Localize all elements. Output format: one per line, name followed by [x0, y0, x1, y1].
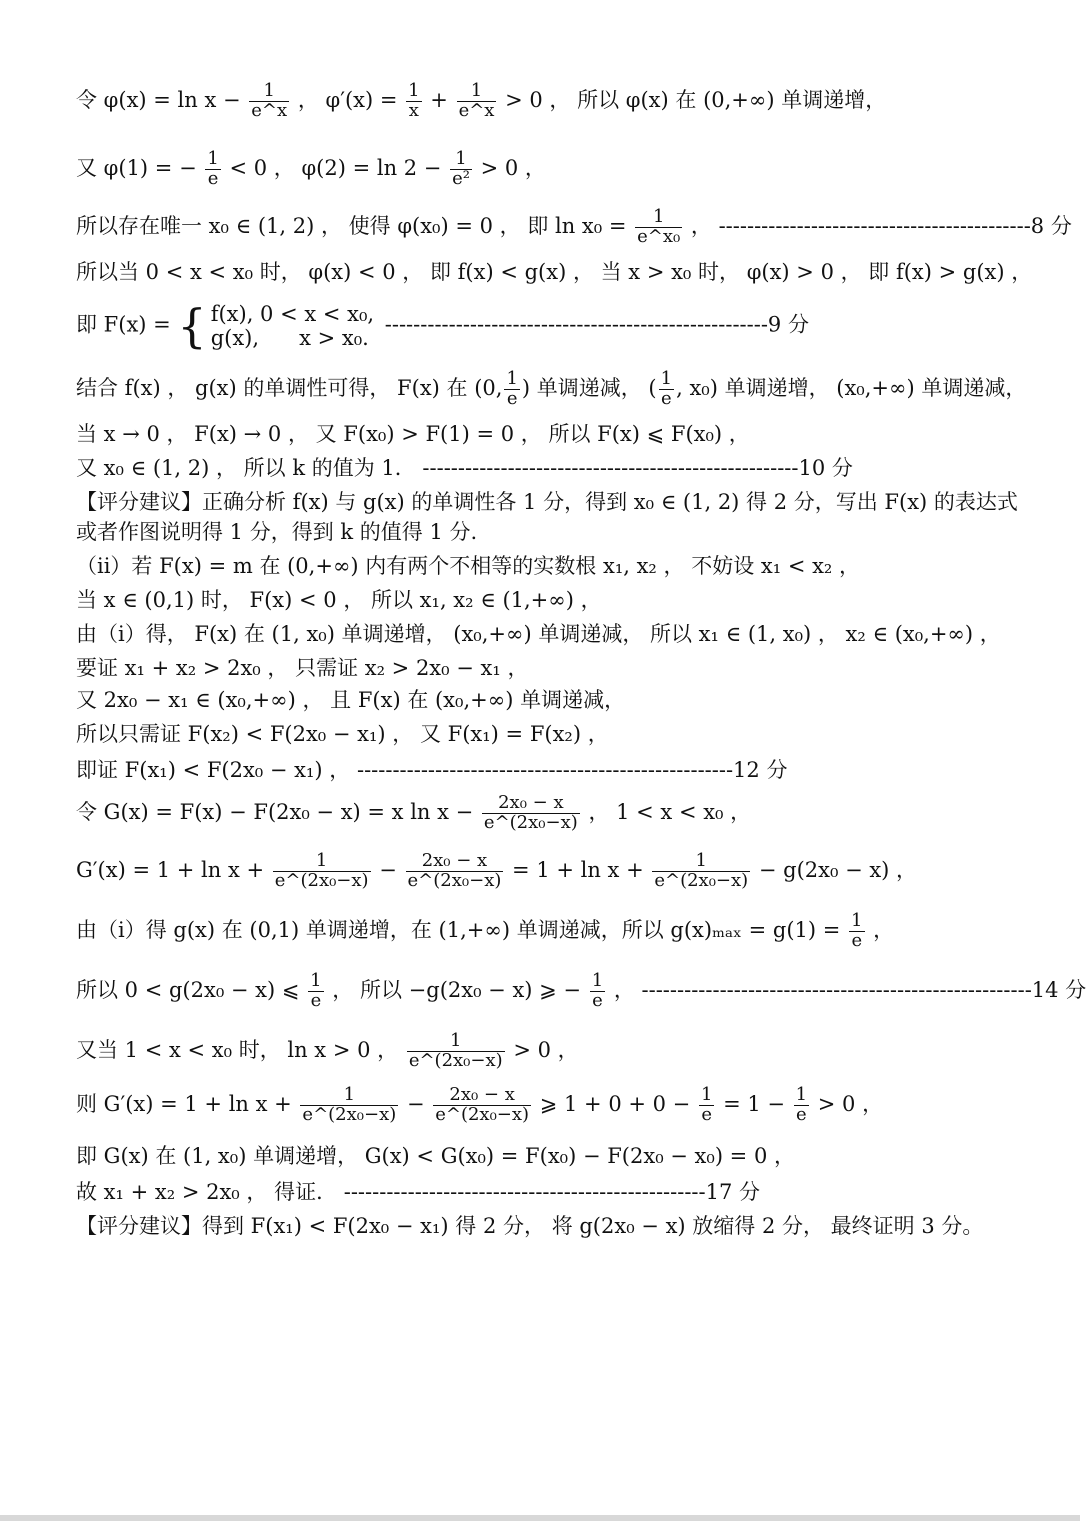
left-brace-icon: {	[177, 299, 207, 354]
fraction	[635, 208, 682, 247]
text-segment: −	[372, 857, 404, 882]
piecewise-case: f(x), 0 < x < x₀,	[210, 302, 375, 326]
line-20	[76, 912, 1006, 951]
fraction	[406, 82, 421, 121]
text-segment: 故 x₁ + x₂ > 2x₀ ， 得证． ---------------------------------------------------17 分	[76, 1180, 761, 1204]
fraction	[249, 82, 289, 121]
fraction-numerator: 1	[506, 368, 518, 389]
line-25	[76, 1178, 1006, 1206]
text-segment: > 0 ， 所以 φ(x) 在 (0,+∞) 单调递增，	[498, 87, 887, 112]
text-segment: > 0 ，	[506, 1037, 579, 1062]
text-segment: = 1 + ln x +	[505, 857, 651, 882]
text-segment: ， 1 < x < x₀ ，	[581, 799, 752, 824]
fraction-numerator: 1	[310, 970, 322, 991]
line-3	[76, 206, 1072, 247]
fraction-numerator: 1	[450, 150, 472, 170]
fraction-numerator: 1	[700, 1084, 713, 1105]
fraction-denominator: e^x	[458, 99, 495, 121]
fraction-denominator: e^(2x₀−x)	[407, 869, 502, 891]
line-22	[76, 1032, 1006, 1071]
text-segment: ) 单调递减， (	[521, 375, 657, 400]
fraction	[308, 972, 323, 1011]
line-11	[76, 552, 1006, 580]
fraction	[450, 150, 472, 189]
fraction	[433, 1086, 531, 1125]
fraction-denominator: e^x₀	[637, 225, 681, 247]
line-12	[76, 586, 1006, 614]
piecewise-cases	[211, 302, 374, 350]
fraction-denominator: e^(2x₀−x)	[654, 869, 749, 891]
text-segment: 当 x → 0 ， F(x) → 0 ， 又 F(x₀) > F(1) = 0 ， 所以 F(x) ⩽ F(x₀) ，	[76, 422, 750, 446]
text-segment: 即 F(x) =	[76, 312, 178, 337]
fraction-denominator: e	[796, 1103, 807, 1125]
text-segment: ------------------------------------------------------9 分	[378, 312, 809, 337]
fraction	[652, 852, 750, 891]
text-segment: 【评分建议】正确分析 f(x) 与 g(x) 的单调性各 1 分，得到 x₀ ∈ (1, 2) 得 2 分，写出 F(x) 的表达式	[76, 490, 1018, 514]
line-26	[76, 1212, 1006, 1240]
piecewise-case: g(x), x > x₀.	[210, 326, 369, 351]
fraction	[699, 1086, 714, 1125]
fraction-denominator: e	[701, 1103, 712, 1125]
fraction-denominator: e^(2x₀−x)	[274, 869, 369, 891]
fraction	[407, 1032, 505, 1071]
fraction	[205, 150, 220, 189]
text-segment: −	[400, 1091, 432, 1116]
fraction-denominator: e	[506, 387, 518, 409]
line-23	[76, 1086, 1006, 1125]
text-segment: 又 2x₀ − x₁ ∈ (x₀,+∞) ， 且 F(x) 在 (x₀,+∞) 单调递减，	[76, 688, 626, 712]
fraction	[273, 852, 371, 891]
fraction	[300, 1086, 398, 1125]
fraction	[406, 852, 504, 891]
fraction	[659, 370, 674, 409]
fraction-numerator: 1	[660, 368, 673, 389]
fraction-numerator: 2x₀ − x	[433, 1086, 531, 1106]
text-segment: 即 G(x) 在 (1, x₀) 单调递增， G(x) < G(x₀) = F(x₀) − F(2x₀ − x₀) = 0 ，	[76, 1144, 795, 1168]
fraction-numerator: 1	[407, 1032, 505, 1052]
line-1	[76, 82, 1006, 121]
line-19	[76, 852, 1006, 891]
line-16	[76, 720, 1006, 748]
line-7	[76, 420, 1006, 448]
fraction-denominator: e^(2x₀−x)	[435, 1103, 530, 1125]
text-segment: 令 φ(x) = ln x −	[76, 87, 248, 112]
fraction-numerator: 1	[591, 970, 604, 991]
text-segment: = 1 −	[716, 1091, 792, 1116]
text-segment: ⩾ 1 + 0 + 0 −	[533, 1091, 697, 1116]
fraction	[794, 1086, 809, 1125]
text-segment: > 0 ，	[811, 1091, 884, 1116]
line-13	[76, 620, 1006, 648]
fraction	[590, 972, 605, 1011]
fraction-denominator: e	[207, 167, 219, 189]
line-15	[76, 686, 1006, 714]
line-10	[76, 518, 1006, 546]
text-segment: 则 G′(x) = 1 + ln x +	[76, 1091, 299, 1116]
fraction-numerator: 1	[635, 208, 682, 228]
text-segment: − g(2x₀ − x) ，	[752, 857, 918, 882]
text-segment: 当 x ∈ (0,1) 时， F(x) < 0 ， 所以 x₁, x₂ ∈ (1,+∞) ，	[76, 588, 602, 612]
fraction-denominator: e	[310, 989, 322, 1011]
fraction-numerator: 2x₀ − x	[406, 852, 504, 872]
fraction-numerator: 1	[207, 148, 219, 169]
line-24	[76, 1142, 1006, 1170]
fraction	[457, 82, 497, 121]
fraction-numerator: 1	[851, 910, 863, 931]
text-segment: 令 G(x) = F(x) − F(2x₀ − x) = x ln x −	[76, 799, 480, 824]
text-segment: 所以只需证 F(x₂) < F(2x₀ − x₁) ， 又 F(x₁) = F(x₂) ，	[76, 722, 609, 746]
text-segment: ，	[866, 917, 895, 942]
fraction	[482, 794, 580, 833]
text-segment: , x₀) 单调递增， (x₀,+∞) 单调递减，	[676, 375, 1027, 400]
fraction-numerator: 1	[457, 82, 497, 102]
text-segment: （ii）若 F(x) = m 在 (0,+∞) 内有两个不相等的实数根 x₁, x₂ ， 不妨设 x₁ < x₂ ，	[76, 554, 861, 578]
fraction-numerator: 2x₀ − x	[482, 794, 580, 814]
text-segment: ， φ′(x) =	[291, 87, 405, 112]
text-segment: G′(x) = 1 + ln x +	[76, 857, 271, 882]
fraction-denominator: e	[592, 989, 603, 1011]
fraction-denominator: e²	[452, 167, 470, 189]
line-8	[76, 454, 1006, 482]
fraction	[504, 370, 519, 409]
fraction-numerator: 1	[795, 1084, 808, 1105]
page-bottom-edge	[0, 1515, 1080, 1521]
fraction-numerator: 1	[273, 852, 371, 872]
line-21	[76, 970, 1086, 1011]
line-17	[76, 756, 1006, 784]
fraction-denominator: e^(2x₀−x)	[483, 811, 578, 833]
text-segment: 又 φ(1) = −	[76, 155, 204, 180]
line-9	[76, 488, 1018, 516]
fraction	[849, 912, 864, 951]
text-segment: 由（i）得 g(x) 在 (0,1) 单调递增，在 (1,+∞) 单调递减，所以 g(x)ₘₐₓ = g(1) =	[76, 917, 848, 942]
text-segment: 即证 F(x₁) < F(2x₀ − x₁) ， -----------------------------------------------------12 分	[76, 758, 788, 782]
text-segment: 或者作图说明得 1 分，得到 k 的值得 1 分.	[76, 520, 478, 544]
text-segment: 【评分建议】得到 F(x₁) < F(2x₀ − x₁) 得 2 分， 将 g(2x₀ − x) 放缩得 2 分， 最终证明 3 分。	[76, 1214, 984, 1238]
text-segment: ， --------------------------------------------8 分	[684, 213, 1072, 238]
line-5	[76, 299, 1006, 354]
text-segment: ， 所以 −g(2x₀ − x) ⩾ −	[325, 977, 588, 1002]
fraction-denominator: e	[661, 387, 672, 409]
line-18	[76, 794, 1006, 833]
line-2	[76, 150, 1006, 189]
fraction-numerator: 1	[652, 852, 750, 872]
text-segment: 结合 f(x) ， g(x) 的单调性可得， F(x) 在 (0,	[76, 375, 503, 400]
text-segment: < 0 ， φ(2) = ln 2 −	[222, 155, 449, 180]
fraction-numerator: 1	[249, 82, 289, 102]
fraction-denominator: e^(2x₀−x)	[408, 1049, 503, 1071]
line-14	[76, 654, 1006, 682]
fraction-denominator: e	[851, 929, 863, 951]
line-4	[76, 258, 1033, 286]
fraction-numerator: 1	[300, 1086, 398, 1106]
text-segment: 所以存在唯一 x₀ ∈ (1, 2) ， 使得 φ(x₀) = 0 ， 即 ln x₀ =	[76, 213, 634, 238]
text-segment: 又当 1 < x < x₀ 时， ln x > 0 ，	[76, 1037, 405, 1062]
text-segment: ， -------------------------------------------------------14 分	[607, 977, 1086, 1002]
fraction-denominator: e^(2x₀−x)	[302, 1103, 397, 1125]
line-6	[76, 368, 1027, 409]
fraction-numerator: 1	[408, 80, 420, 101]
text-segment: > 0 ，	[473, 155, 546, 180]
text-segment: 所以当 0 < x < x₀ 时， φ(x) < 0 ， 即 f(x) < g(x) ， 当 x > x₀ 时， φ(x) > 0 ， 即 f(x) > g(x) ，	[76, 260, 1033, 284]
fraction-denominator: x	[408, 99, 419, 121]
text-segment: +	[423, 87, 455, 112]
text-segment: 要证 x₁ + x₂ > 2x₀ ， 只需证 x₂ > 2x₀ − x₁ ，	[76, 656, 529, 680]
text-segment: 又 x₀ ∈ (1, 2) ， 所以 k 的值为 1． -----------------------------------------------------10 分	[76, 456, 853, 480]
text-segment: 所以 0 < g(2x₀ − x) ⩽	[76, 977, 307, 1002]
text-segment: 由（i）得， F(x) 在 (1, x₀) 单调递增， (x₀,+∞) 单调递减， 所以 x₁ ∈ (1, x₀) ， x₂ ∈ (x₀,+∞) ，	[76, 622, 1001, 646]
fraction-denominator: e^x	[251, 99, 288, 121]
